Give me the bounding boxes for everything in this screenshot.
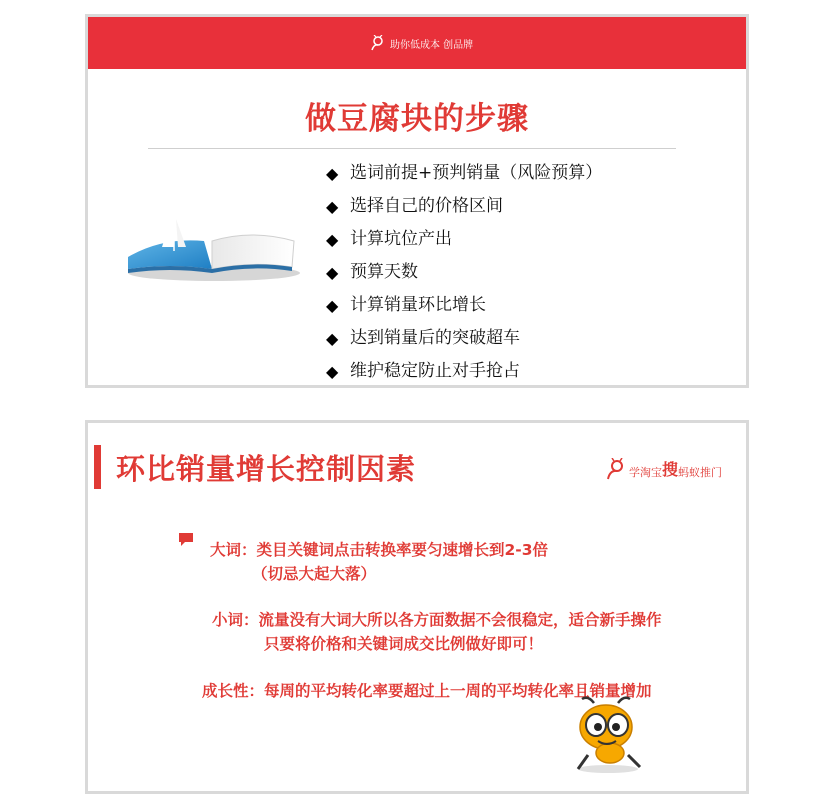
list-item: ◆ 预算天数 — [326, 256, 602, 289]
big-word-paragraph — [210, 538, 548, 586]
big-word-line-2: （切忌大起大落） — [252, 565, 377, 583]
list-item: ◆ 计算销量环比增长 — [326, 289, 602, 322]
page-title: 做豆腐块的步骤 — [305, 101, 529, 137]
diamond-bullet-icon: ◆ — [326, 230, 339, 249]
small-word-paragraph — [212, 608, 662, 656]
ant-logo-icon — [368, 35, 386, 51]
list-item: ◆ 维护稳定防止对手抢占 — [326, 355, 602, 388]
list-item: ◆ 选词前提+预判销量（风险预算） — [326, 157, 602, 190]
brand-slogan: 助你低成本 创品牌 — [390, 39, 474, 51]
slide-steps — [85, 14, 749, 388]
brand-big: 搜 — [662, 460, 679, 479]
title-accent-bar — [94, 445, 101, 489]
list-item: ◆ 计算坑位产出 — [326, 223, 602, 256]
title-divider — [148, 148, 676, 149]
small-word-line-1: 小词：流量没有大词大所以各方面数据不会很稳定，适合新手操作 — [212, 611, 662, 629]
diamond-bullet-icon: ◆ — [326, 197, 339, 216]
diamond-bullet-icon: ◆ — [326, 263, 339, 282]
open-book-icon — [122, 207, 302, 287]
steps-list — [326, 157, 602, 388]
small-word-line-2: 只要将价格和关键词成交比例做好即可！ — [264, 635, 544, 653]
diamond-bullet-icon: ◆ — [326, 296, 339, 315]
ant-mascot-icon — [558, 695, 658, 775]
list-item: ◆ 达到销量后的突破超车 — [326, 322, 602, 355]
big-word-line-1: 大词：类目关键词点击转换率要匀速增长到2-3倍 — [210, 541, 549, 559]
speech-bubble-icon — [178, 532, 194, 548]
growth-paragraph: 成长性：每周的平均转化率要超过上一周的平均转化率且销量增加 — [202, 682, 652, 700]
diamond-bullet-icon: ◆ — [326, 362, 339, 381]
diamond-bullet-icon: ◆ — [326, 329, 339, 348]
list-item: ◆ 选择自己的价格区间 — [326, 190, 602, 223]
slide-growth-factors — [85, 420, 749, 794]
diamond-bullet-icon: ◆ — [326, 164, 339, 183]
brand-logo — [368, 35, 473, 51]
page-title: 环比销量增长控制因素 — [116, 452, 417, 486]
ant-logo-icon — [604, 458, 626, 480]
brand-logo — [604, 457, 722, 480]
brand-suffix: 蚂蚁推门 — [678, 466, 723, 479]
top-banner — [88, 17, 746, 69]
brand-prefix: 学淘宝 — [629, 466, 662, 479]
